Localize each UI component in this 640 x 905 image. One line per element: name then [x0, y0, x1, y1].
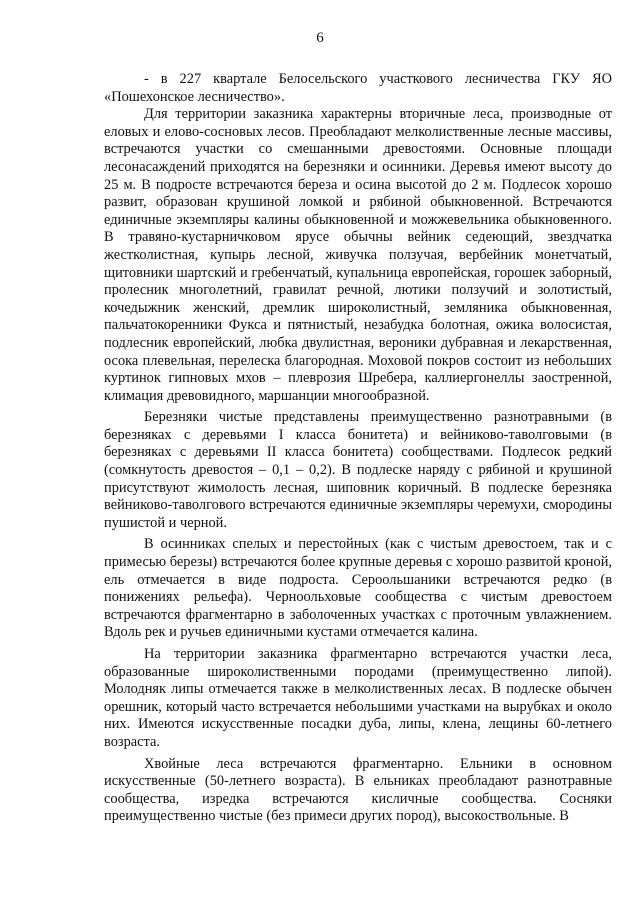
- paragraph-forest-overview: Для территории заказника характерны вторичные леса, производные от еловых и елово-сосновых лесов. Преобладают мелколиственные лесные массивы, встречаются участки со смешанными древостоями. Основные площади лесонасаждений приходятся на березняки и осинники. Деревья имеют высоту до 25 м. В подросте встречаются береза и осина высотой до 2 м. Подлесок хорошо развит, образован крушиной ломкой и рябиной обыкновенной. Встречаются единичные экземпляры калины обыкновенной и можжевельника обыкновенного. В травяно-кустарничковом ярусе обычны вейник седеющий, звездчатка жестколистная, купырь лесной, живучка ползучая, вербейник монетчатый, щитовники шартский и гребенчатый, купальница европейская, горошек заборный, пролесник многолетний, гравилат речной, лютики ползучий и золотистый, кочедыжник женский, дремлик широколистный, земляника обыкновенная, пальчатокоренники Фукса и пятнистый, незабудка болотная, ожика волосистая, подлесник европейский, любка двулистная, вероники дубравная и лекарственная, осока плевельная, перелеска благородная. Моховой покров состоит из небольших куртинок гипновых мхов – плеврозия Шребера, каллиергонеллы заостренной, климация древовидного, маршанции многообразной.: [104, 106, 612, 404]
- paragraph-location: - в 227 квартале Белосельского участкового лесничества ГКУ ЯО «Пошехонское лесничество».: [104, 71, 612, 105]
- page-number: 6: [316, 30, 324, 46]
- paragraph-conifer-forests: Хвойные леса встречаются фрагментарно. Ельники в основном искусственные (50-летнего возраста). В ельниках преобладают разнотравные сообщества, изредка встречаются кисличные сообщества. Сосняки преимущественно чистые (без примеси других пород), высокоствольные. В: [104, 755, 612, 825]
- paragraph-broadleaf-forests: На территории заказника фрагментарно встречаются участки леса, образованные широколиственными породами (преимущественно липой). Молодняк липы отмечается также в мелколиственных лесах. В подлеске обычен орешник, который часто встречается небольшими участками на вырубках и около них. Имеются искусственные посадки дуба, липы, клена, лещины 60-летнего возраста.: [104, 646, 612, 750]
- paragraph-aspen-forests: В осинниках спелых и перестойных (как с чистым древостоем, так и с примесью березы) встречаются более крупные деревья с хорошо развитой кроной, ель отмечается в виде подроста. Сероольшаники встречаются редко (в понижениях рельефа). Черноольховые сообщества с чистым древостоем встречаются фрагментарно в заболоченных участках с проточным увлажнением. Вдоль рек и ручьев единичными кустами отмечается калина.: [104, 536, 612, 641]
- document-body: [104, 71, 612, 830]
- paragraph-birch-forests: Березняки чистые представлены преимущественно разнотравными (в березняках с деревьями I класса бонитета) и вейниково-таволговыми (в березняках с деревьями II класса бонитета) сообществами. Подлесок редкий (сомкнутость древостоя – 0,1 – 0,2). В подлеске наряду с рябиной и крушиной присутствуют жимолость лесная, шиповник коричный. В подлеске березняка вейниково-таволгового встречаются единичные экземпляры черемухи, смородины пушистой и черной.: [104, 409, 612, 531]
